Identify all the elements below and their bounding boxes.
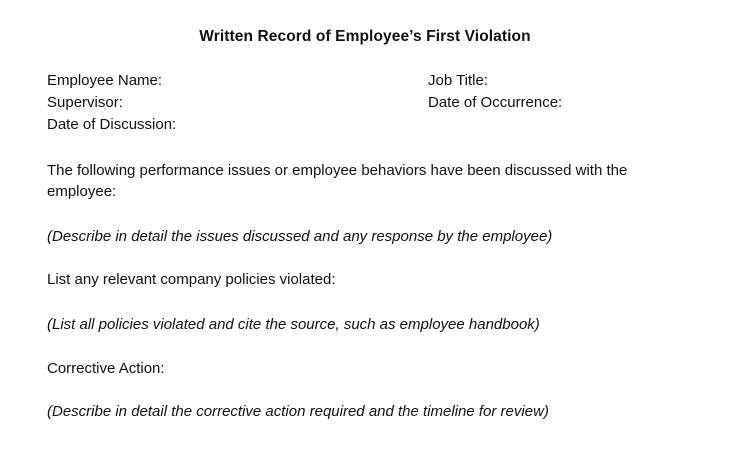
date-of-occurrence-label: Date of Occurrence: bbox=[428, 94, 563, 111]
intro-paragraph: The following performance issues or employee behaviors have been discussed with the employee: bbox=[47, 162, 628, 200]
job-title-label: Job Title: bbox=[428, 72, 489, 89]
employee-name-label: Employee Name: bbox=[47, 72, 163, 89]
corrective-action-instruction: (Describe in detail the corrective action required and the timeline for review) bbox=[47, 403, 549, 420]
document-title: Written Record of Employee’s First Violation bbox=[199, 28, 531, 45]
corrective-action-label: Corrective Action: bbox=[47, 360, 165, 377]
policies-label: List any relevant company policies violated: bbox=[47, 271, 336, 288]
issues-instruction: (Describe in detail the issues discussed and any response by the employee) bbox=[47, 228, 553, 245]
policies-instruction: (List all policies violated and cite the source, such as employee handbook) bbox=[47, 316, 540, 333]
date-of-discussion-label: Date of Discussion: bbox=[47, 116, 177, 133]
supervisor-label: Supervisor: bbox=[47, 94, 123, 111]
